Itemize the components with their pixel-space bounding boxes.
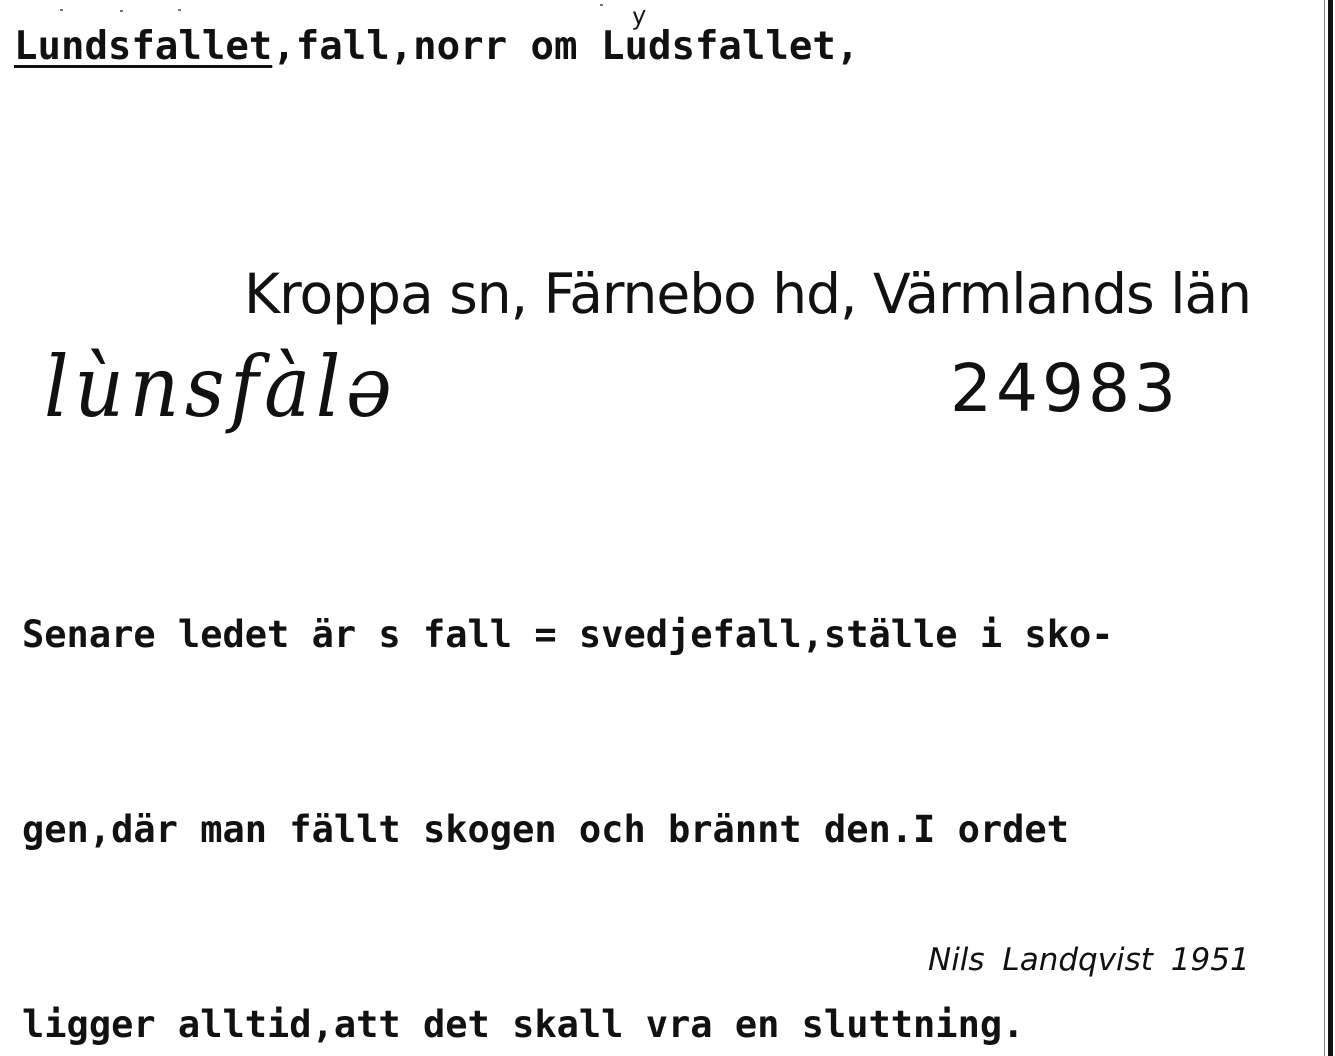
body-line: gen,där man fällt skogen och brännt den.I ordet xyxy=(22,808,1069,851)
paper-speck xyxy=(60,9,63,11)
paper-speck xyxy=(600,4,603,6)
card-edge-shadow xyxy=(1324,0,1325,1056)
card-number: 24983 xyxy=(950,350,1180,427)
headword: Lundsfallet xyxy=(14,24,273,69)
correction-base-letter: u xyxy=(624,24,648,69)
handwritten-correction xyxy=(624,1,649,69)
correction-insert-mark: y xyxy=(630,1,649,31)
paper-speck xyxy=(120,10,123,12)
headword-description-part1: ,fall,norr om L xyxy=(272,24,625,69)
headword-description-part2: dsfallet, xyxy=(647,24,860,69)
phonetic-transcription: lùnsfàlə xyxy=(44,338,398,436)
body-line: Senare ledet är s fall = svedjefall,ställe i sko- xyxy=(22,613,1114,656)
paper-speck xyxy=(178,9,181,11)
headword-line xyxy=(14,1,860,69)
signature-stamp: Nils Landqvist 1951 xyxy=(928,942,1250,978)
card-right-edge xyxy=(1328,0,1333,1056)
location-stamp: Kroppa sn, Färnebo hd, Värmlands län xyxy=(244,262,1252,326)
body-line: ligger alltid,att det skall vra en sluttning. xyxy=(22,1003,1025,1046)
